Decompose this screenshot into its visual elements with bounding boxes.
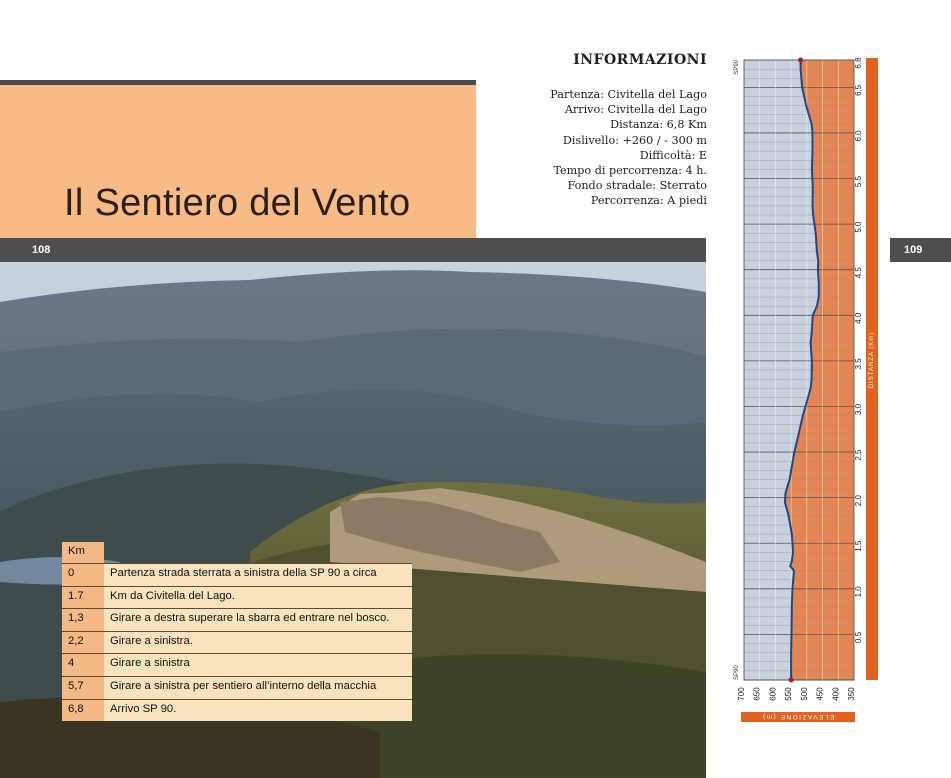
table-row: [62, 586, 412, 609]
distance-tick-label: 1.5: [854, 540, 863, 552]
top-marker-label: SP90: [734, 60, 740, 75]
elevation-tick-label: 550: [784, 687, 794, 701]
info-line: Difficoltà: E: [639, 148, 707, 162]
table-row: [62, 676, 412, 699]
table-row: [62, 699, 412, 722]
info-line: Tempo di percorrenza: 4 h.: [553, 164, 707, 178]
info-line: Partenza: Civitella del Lago: [550, 88, 707, 101]
table-cell-text: Km da Civitella del Lago.: [104, 587, 412, 609]
table-cell-text: Girare a sinistra.: [104, 632, 412, 654]
table-row: [62, 631, 412, 654]
elevation-tick-label: 500: [799, 687, 809, 701]
info-block: [535, 52, 707, 209]
elevation-tick-label: 700: [737, 687, 746, 701]
table-cell-text: Girare a destra superare la sbarra ed entrare nel bosco.: [104, 609, 412, 631]
table-cell-km: 1,3: [62, 609, 104, 631]
distance-tick-label: 3.5: [854, 358, 863, 370]
table-cell-text: Girare a sinistra per sentiero all’interno della macchia: [104, 677, 412, 699]
table-cell-text: Partenza strada sterrata a sinistra della SP 90 a circa: [104, 564, 412, 586]
table-cell-km: 2,2: [62, 632, 104, 654]
table-cell-text: Girare a sinistra: [104, 654, 412, 676]
elevation-tick-label: 650: [752, 687, 762, 701]
distance-axis-label: DISTANZA (Km): [869, 331, 875, 389]
table-cell-km: 5,7: [62, 677, 104, 699]
table-cell-km: 4: [62, 654, 104, 676]
distance-tick-label: 6.8: [854, 57, 863, 69]
distance-tick-label: 2.5: [854, 449, 863, 461]
elevation-axis-label: ELEVAZIONE (m): [761, 713, 835, 720]
info-line: Fondo stradale: Sterrato: [567, 179, 707, 193]
info-line: Arrivo: Civitella del Lago: [564, 103, 707, 117]
page-band-right: [890, 238, 951, 262]
info-line: Distanza: 6,8 Km: [610, 118, 707, 132]
distance-tick-label: 4.0: [854, 312, 863, 324]
table-row: [62, 653, 412, 676]
distance-tick-label: 5.5: [854, 175, 863, 188]
elevation-tick-label: 600: [768, 687, 778, 701]
table-row: [62, 563, 412, 586]
info-line: Dislivello: +260 / - 300 m: [562, 133, 707, 147]
table-cell-km: 0: [62, 564, 104, 586]
distance-tick-label: 5.0: [854, 221, 863, 233]
page-number-left: 108: [32, 244, 51, 256]
distance-tick-label: 6.0: [854, 130, 863, 142]
page-band-left: [0, 238, 706, 262]
table-cell-text: Arrivo SP 90.: [104, 700, 412, 722]
info-line: Percorrenza: A piedi: [590, 194, 707, 208]
elevation-profile-chart: [728, 52, 868, 732]
start-marker: [789, 678, 794, 683]
distance-tick-label: 6.5: [854, 84, 863, 96]
elevation-tick-label: 400: [831, 687, 841, 701]
page-title: Il Sentiero del Vento: [64, 182, 411, 224]
distance-tick-label: 2.0: [854, 495, 863, 507]
table-cell-km: 6,8: [62, 700, 104, 722]
table-row: [62, 608, 412, 631]
distance-tick-label: 3.0: [854, 403, 863, 416]
table-header-row: [62, 542, 412, 563]
distance-tick-label: 4.5: [854, 267, 863, 279]
distance-tick-label: 1.0: [854, 586, 863, 598]
elevation-tick-label: 350: [847, 687, 856, 701]
elevation-tick-label: 450: [815, 687, 825, 701]
table-cell-km: 1.7: [62, 587, 104, 609]
page-number-right: 109: [904, 244, 923, 256]
bottom-marker-label: SP90: [734, 665, 740, 680]
info-heading: INFORMAZIONI: [573, 52, 707, 68]
end-marker: [798, 58, 803, 63]
table-header-km: Km: [62, 542, 104, 563]
route-table: [62, 542, 412, 721]
distance-tick-label: 0.5: [854, 631, 863, 643]
